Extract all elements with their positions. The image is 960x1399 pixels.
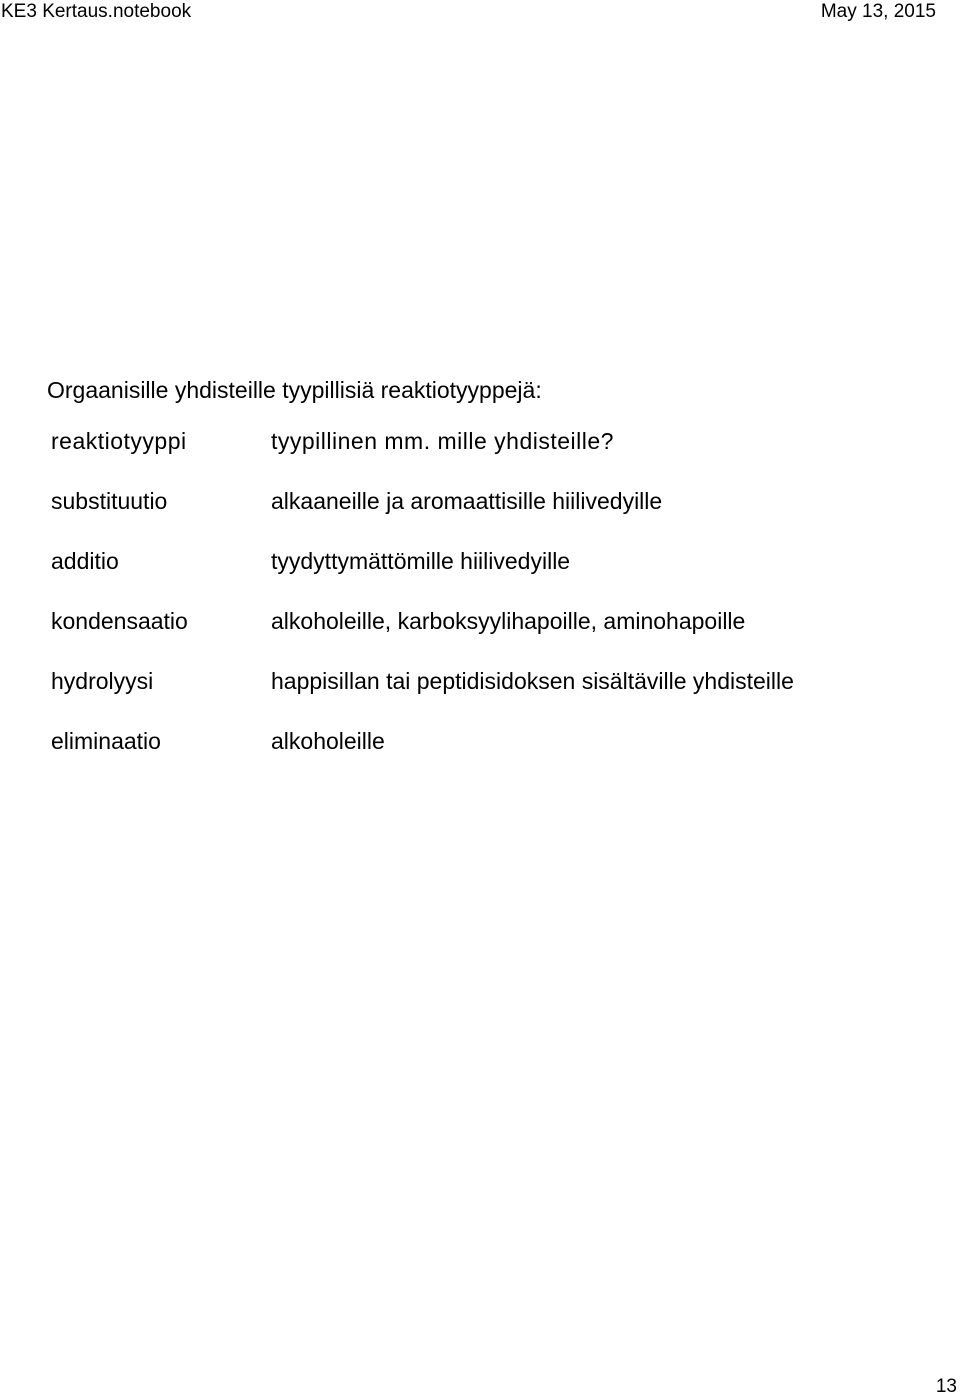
typical-compounds-cell: happisillan tai peptidisidoksen sisältäville yhdisteille bbox=[271, 668, 794, 694]
column-header-typical-compounds: tyypillinen mm. mille yhdisteille? bbox=[271, 428, 614, 454]
column-header-reaction-type: reaktiotyyppi bbox=[51, 428, 187, 454]
table-header-row bbox=[51, 426, 931, 486]
reaction-type-cell: hydrolyysi bbox=[51, 668, 154, 694]
table-row bbox=[51, 666, 931, 726]
notebook-filename: KE3 Kertaus.notebook bbox=[1, 1, 192, 22]
page-number: 13 bbox=[935, 1376, 957, 1397]
table-row bbox=[51, 606, 931, 666]
reaction-type-cell: substituutio bbox=[51, 488, 168, 514]
typical-compounds-cell: tyydyttymättömille hiilivedyille bbox=[271, 548, 571, 574]
reaction-type-cell: additio bbox=[51, 548, 119, 574]
reaction-type-cell: eliminaatio bbox=[51, 728, 161, 754]
table-row bbox=[51, 726, 931, 786]
typical-compounds-cell: alkoholeille bbox=[271, 728, 385, 754]
table-row bbox=[51, 546, 931, 606]
table-row bbox=[51, 486, 931, 546]
document-date: May 13, 2015 bbox=[820, 1, 936, 22]
reaction-type-cell: kondensaatio bbox=[51, 608, 188, 634]
reaction-types-table bbox=[51, 426, 931, 786]
typical-compounds-cell: alkaaneille ja aromaattisille hiilivedyille bbox=[271, 488, 663, 514]
typical-compounds-cell: alkoholeille, karboksyylihapoille, aminohapoille bbox=[271, 608, 746, 634]
page-heading: Orgaanisille yhdisteille tyypillisiä reaktiotyyppejä: bbox=[47, 377, 542, 403]
